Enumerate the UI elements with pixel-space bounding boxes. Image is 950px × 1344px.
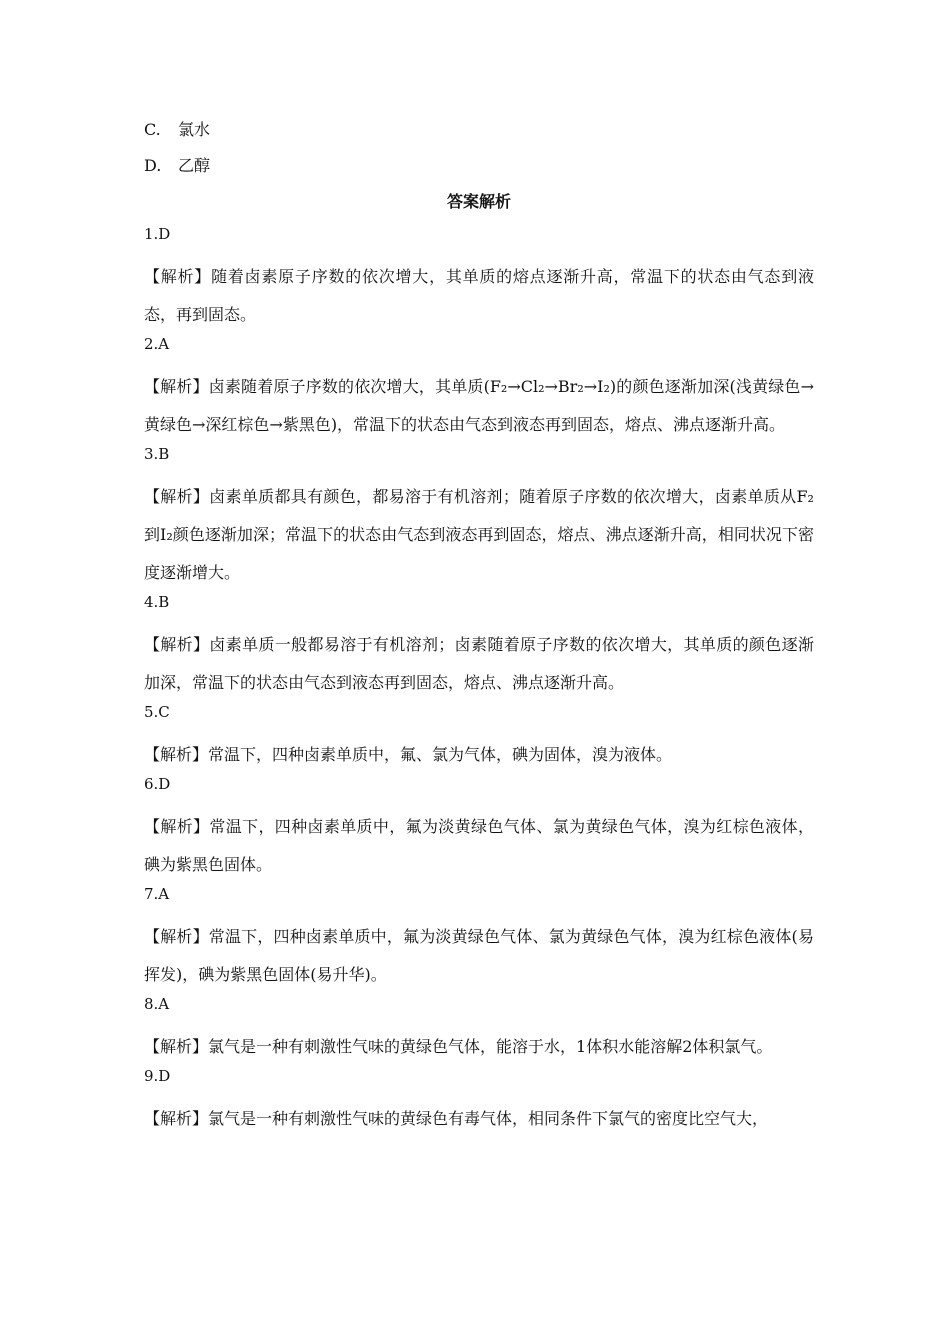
answer-item-6 <box>144 774 814 884</box>
section-title: 答案解析 <box>446 192 511 211</box>
answer-item-5 <box>144 702 814 774</box>
explanation-text: 卤素单质都具有颜色，都易溶于有机溶剂；随着原子序数的依次增大，卤素单质从F₂到I₂颜色逐渐加深；常温下的状态由气态到液态再到固态，熔点、沸点逐渐升高，相同状况下密度逐渐增大。 <box>144 487 814 582</box>
explanation-tag: 【解析】 <box>144 267 212 286</box>
document-page <box>144 120 814 1138</box>
option-letter: D. <box>144 156 162 175</box>
answer-number: 7.A <box>144 885 170 903</box>
explanation-text: 卤素随着原子序数的依次增大，其单质(F₂→Cl₂→Br₂→I₂)的颜色逐渐加深(浅黄绿色→黄绿色→深红棕色→紫黑色)，常温下的状态由气态到液态再到固态，熔点、沸点逐渐升高。 <box>144 377 814 434</box>
answer-explanation <box>144 1100 814 1138</box>
option-letter: C. <box>144 120 161 139</box>
answer-item-4 <box>144 592 814 702</box>
answer-explanation <box>144 918 814 994</box>
answer-explanation <box>144 808 814 884</box>
option-text: 氯水 <box>178 120 211 139</box>
explanation-tag: 【解析】 <box>144 1037 209 1056</box>
answer-explanation <box>144 368 814 444</box>
answer-explanation <box>144 478 814 592</box>
answer-number: 2.A <box>144 335 170 353</box>
answer-explanation <box>144 1028 814 1066</box>
answer-number: 1.D <box>144 225 171 243</box>
answer-item-2 <box>144 334 814 444</box>
answer-number: 8.A <box>144 995 170 1013</box>
explanation-text: 卤素单质一般都易溶于有机溶剂；卤素随着原子序数的依次增大，其单质的颜色逐渐加深，常温下的状态由气态到液态再到固态，熔点、沸点逐渐升高。 <box>144 635 814 692</box>
explanation-tag: 【解析】 <box>144 1109 209 1128</box>
answer-number: 5.C <box>144 703 170 721</box>
explanation-text: 随着卤素原子序数的依次增大，其单质的熔点逐渐升高，常温下的状态由气态到液态，再到固态。 <box>144 267 814 324</box>
explanation-tag: 【解析】 <box>144 927 209 946</box>
explanation-text: 氯气是一种有刺激性气味的黄绿色气体，能溶于水，1体积水能溶解2体积氯气。 <box>208 1037 773 1056</box>
answer-item-3 <box>144 444 814 592</box>
answer-number: 6.D <box>144 775 171 793</box>
explanation-text: 常温下，四种卤素单质中，氟为淡黄绿色气体、氯为黄绿色气体，溴为红棕色液体(易挥发)，碘为紫黑色固体(易升华)。 <box>144 927 814 984</box>
answer-number: 4.B <box>144 593 170 611</box>
explanation-tag: 【解析】 <box>144 745 209 764</box>
explanation-tag: 【解析】 <box>144 487 210 506</box>
answer-item-8 <box>144 994 814 1066</box>
option-text: 乙醇 <box>178 156 211 175</box>
explanation-tag: 【解析】 <box>144 635 210 654</box>
explanation-text: 常温下，四种卤素单质中，氟为淡黄绿色气体、氯为黄绿色气体，溴为红棕色液体，碘为紫黑色固体。 <box>144 817 814 874</box>
answer-number: 3.B <box>144 445 170 463</box>
answer-explanation <box>144 626 814 702</box>
explanation-tag: 【解析】 <box>144 377 209 396</box>
explanation-tag: 【解析】 <box>144 817 210 836</box>
answer-number: 9.D <box>144 1067 171 1085</box>
explanation-text: 氯气是一种有刺激性气味的黄绿色有毒气体，相同条件下氯气的密度比空气大， <box>208 1109 769 1128</box>
option-d <box>144 156 814 176</box>
answer-item-1 <box>144 224 814 334</box>
answer-explanation <box>144 258 814 334</box>
answer-item-9 <box>144 1066 814 1138</box>
explanation-text: 常温下，四种卤素单质中，氟、氯为气体，碘为固体，溴为液体。 <box>208 745 673 764</box>
answer-explanation <box>144 736 814 774</box>
answer-item-7 <box>144 884 814 994</box>
option-c <box>144 120 814 140</box>
